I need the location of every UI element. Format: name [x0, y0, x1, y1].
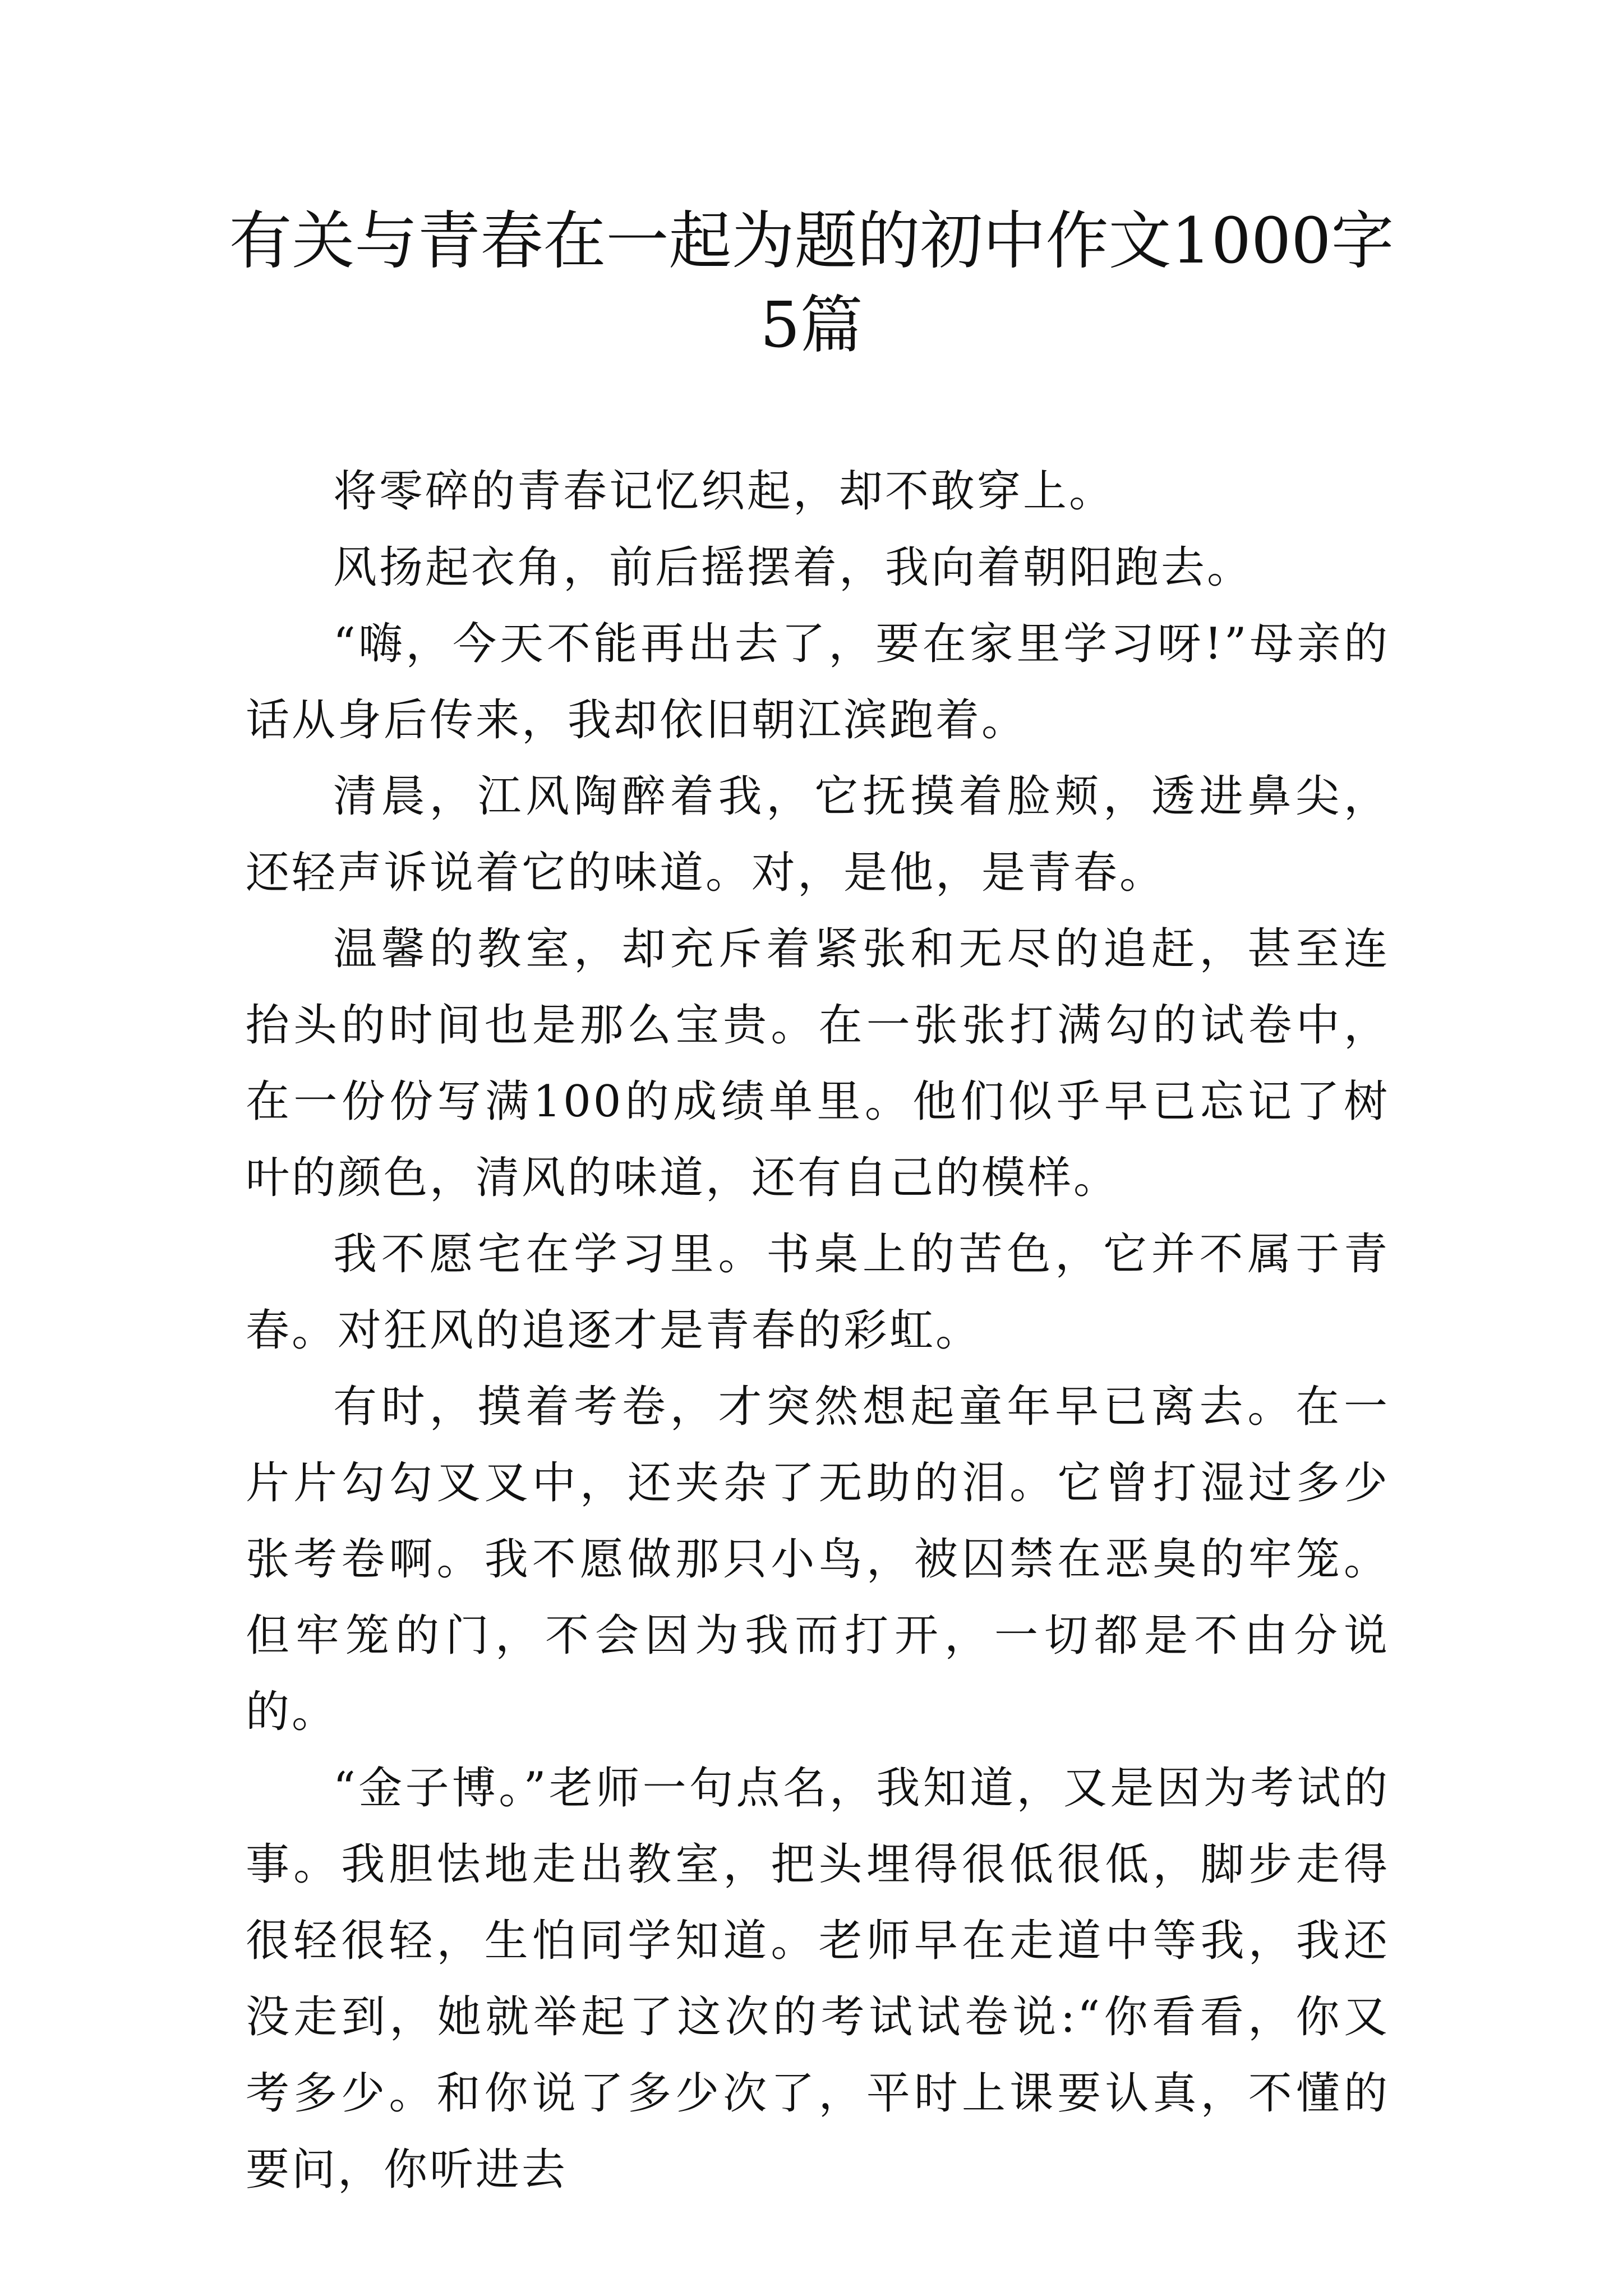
- paragraph: 将零碎的青春记忆织起，却不敢穿上。: [333, 466, 1115, 517]
- paragraph: 温馨的教室，却充斥着紧张和无尽的追赶，甚至连抬头的时间也是那么宝贵。在一张张打满勾的试卷中，在一份份写满100的成绩单里。他们似乎早已忘记了树叶的颜色，清风的味道，还有自己的模样。: [246, 924, 1390, 1203]
- title-line-2: 5篇: [760, 289, 863, 362]
- paragraph: 我不愿宅在学习里。书桌上的苦色，它并不属于青春。对狂风的追逐才是青春的彩虹。: [246, 1229, 1390, 1356]
- title-line-1: 有关与青春在一起为题的初中作文1000字: [229, 205, 1394, 278]
- paragraph: “嗨，今天不能再出去了，要在家里学习呀!”母亲的话从身后传来，我却依旧朝江滨跑着。: [246, 619, 1390, 746]
- paragraph: “金子博。”老师一句点名，我知道，又是因为考试的事。我胆怯地走出教室，把头埋得很低很低，脚步走得很轻很轻，生怕同学知道。老师早在走道中等我，我还没走到，她就举起了这次的考试试卷说:“你看看，你又考多少。和你说了多少次了，平时上课要认真，不懂的要问，你听进去: [246, 1763, 1390, 2195]
- paragraph: 有时，摸着考卷，才突然想起童年早已离去。在一片片勾勾叉叉中，还夹杂了无助的泪。它曾打湿过多少张考卷啊。我不愿做那只小鸟，被囚禁在恶臭的牢笼。但牢笼的门，不会因为我而打开，一切都是不由分说的。: [246, 1382, 1390, 1737]
- page-title: [168, 199, 1455, 367]
- paragraph: 清晨，江风陶醉着我，它抚摸着脸颊，透进鼻尖，还轻声诉说着它的味道。对，是他，是青春。: [246, 771, 1390, 898]
- paragraph: 风扬起衣角，前后摇摆着，我向着朝阳跑去。: [333, 542, 1253, 593]
- essay-body: [246, 453, 1390, 2208]
